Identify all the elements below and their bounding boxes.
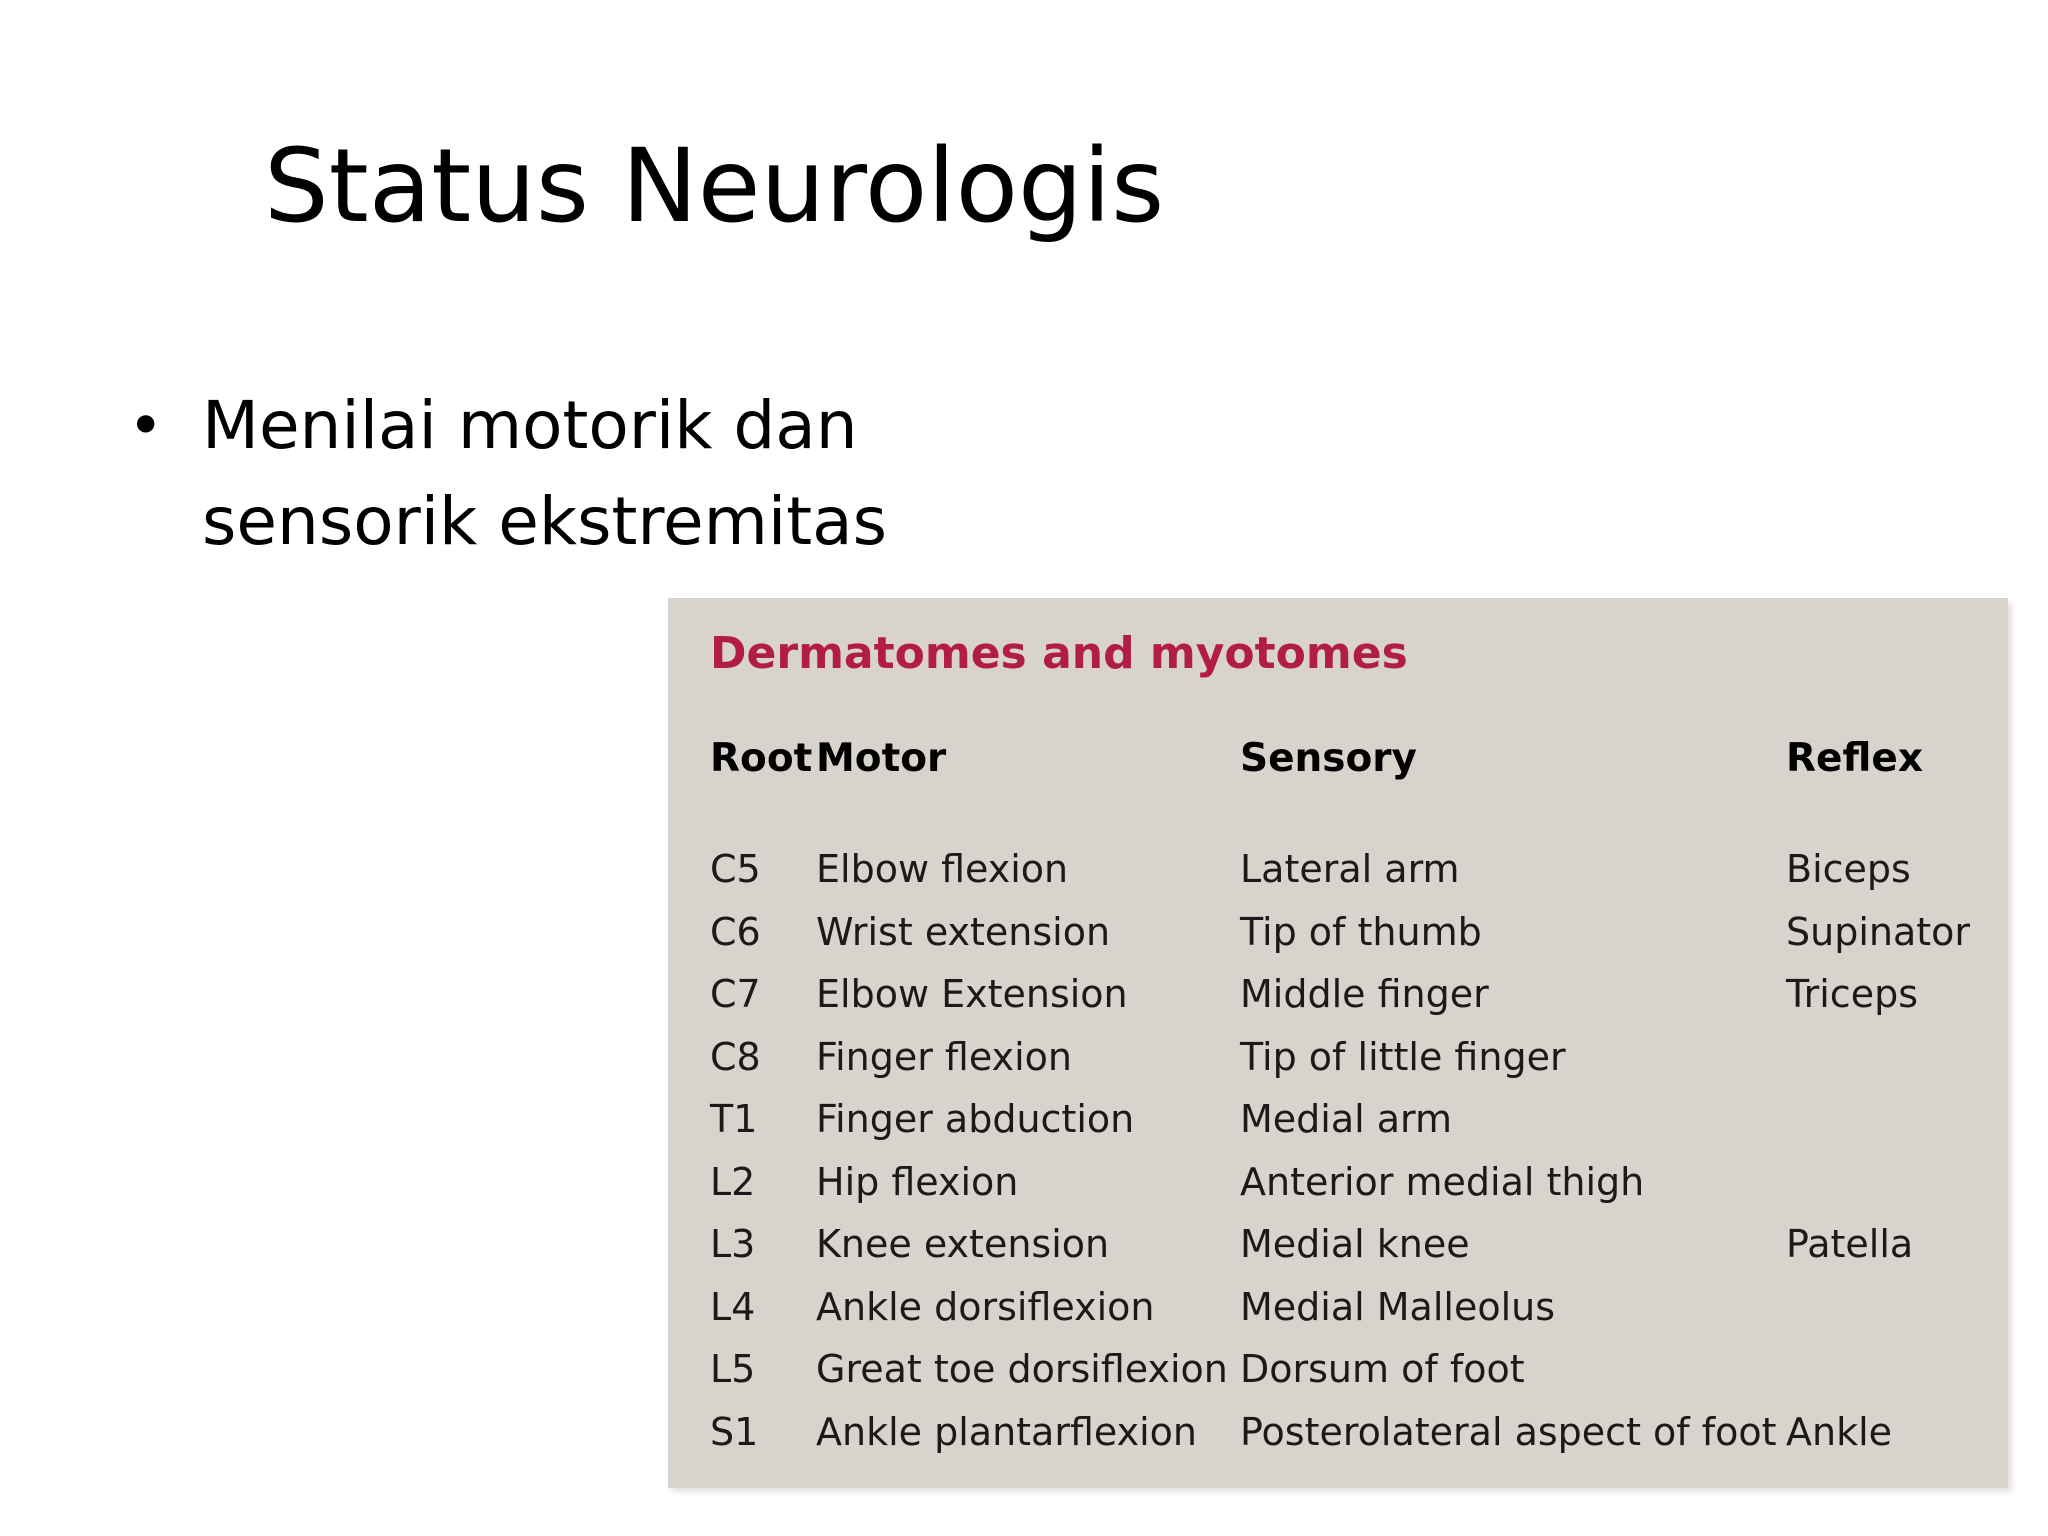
table-row [668, 1280, 2008, 1343]
cell-motor: Wrist extension [816, 909, 1111, 954]
bullet-dot-icon: • [128, 391, 164, 461]
cell-sensory: Posterolateral aspect of foot [1240, 1409, 1777, 1454]
cell-reflex: Ankle [1786, 1409, 1893, 1454]
table-row [668, 1405, 2008, 1468]
table-body [668, 842, 2008, 1467]
table-row [668, 1342, 2008, 1405]
cell-root: T1 [710, 1097, 758, 1141]
bullet-item [120, 378, 1022, 570]
cell-motor: Hip flexion [816, 1159, 1019, 1204]
cell-reflex: Supinator [1786, 909, 1971, 954]
table-row [668, 1155, 2008, 1218]
cell-reflex: Triceps [1786, 972, 1918, 1016]
header-sensory: Sensory [1240, 736, 1417, 781]
cell-motor: Ankle plantarflexion [816, 1409, 1197, 1454]
cell-root: L5 [710, 1347, 756, 1391]
cell-sensory: Medial knee [1240, 1222, 1470, 1266]
table-header-row [668, 732, 2008, 788]
table-title: Dermatomes and myotomes [710, 628, 1408, 679]
cell-root: C7 [710, 972, 761, 1016]
cell-sensory: Middle finger [1240, 972, 1489, 1016]
table-row [668, 842, 2008, 905]
slide-title: Status Neurologis [264, 127, 1165, 246]
cell-sensory: Medial Malleolus [1240, 1284, 1556, 1329]
cell-root: C8 [710, 1034, 761, 1079]
table-row [668, 905, 2008, 968]
cell-root: L2 [710, 1159, 756, 1204]
cell-motor: Elbow flexion [816, 847, 1069, 891]
bullet-line: Menilai motorik dan [202, 387, 858, 464]
cell-sensory: Medial arm [1240, 1097, 1453, 1141]
cell-sensory: Tip of thumb [1240, 909, 1482, 954]
cell-sensory: Anterior medial thigh [1240, 1159, 1645, 1204]
table-row [668, 1092, 2008, 1155]
dermatomes-table-panel [668, 598, 2008, 1488]
table-row [668, 1217, 2008, 1280]
header-motor: Motor [816, 736, 947, 781]
header-root: Root [710, 736, 813, 781]
cell-motor: Knee extension [816, 1222, 1110, 1266]
cell-reflex: Biceps [1786, 847, 1911, 891]
cell-motor: Finger flexion [816, 1034, 1072, 1079]
cell-reflex: Patella [1786, 1222, 1914, 1266]
bullet-line: sensorik ekstremitas [202, 483, 887, 560]
cell-sensory: Lateral arm [1240, 847, 1460, 891]
cell-root: C6 [710, 909, 761, 954]
cell-motor: Elbow Extension [816, 972, 1128, 1016]
table-row [668, 1030, 2008, 1093]
bullet-list [120, 378, 1022, 570]
cell-sensory: Tip of little finger [1240, 1034, 1566, 1079]
cell-root: L4 [710, 1284, 756, 1329]
cell-root: S1 [710, 1409, 759, 1454]
header-reflex: Reflex [1786, 736, 1923, 781]
cell-motor: Ankle dorsiflexion [816, 1284, 1155, 1329]
table-row [668, 967, 2008, 1030]
cell-motor: Great toe dorsiflexion [816, 1347, 1228, 1391]
cell-root: L3 [710, 1222, 756, 1266]
cell-sensory: Dorsum of foot [1240, 1347, 1525, 1391]
cell-motor: Finger abduction [816, 1097, 1135, 1141]
cell-root: C5 [710, 847, 761, 891]
